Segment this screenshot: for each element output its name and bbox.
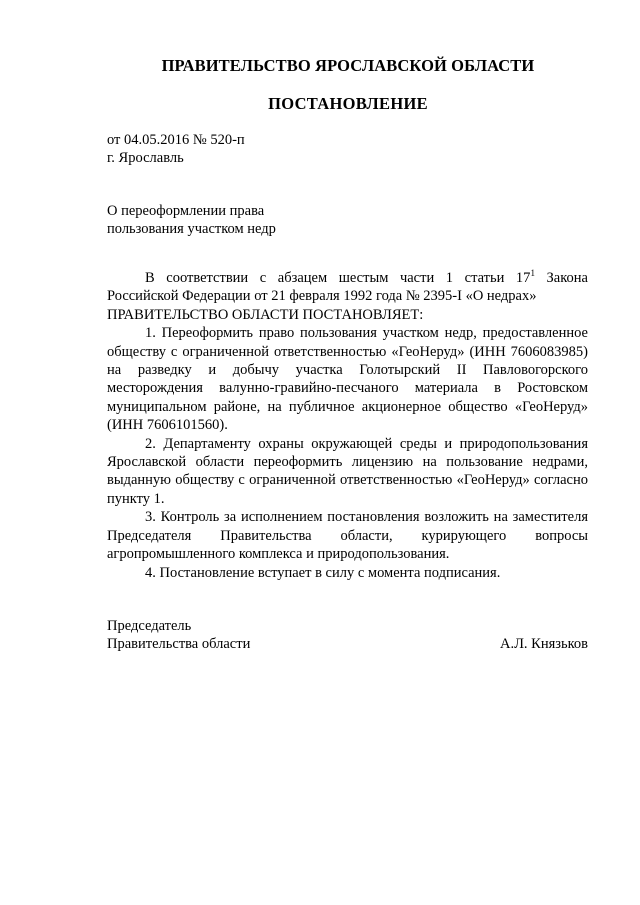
signature-row <box>107 635 588 653</box>
intro-text-continued: Закона Российской Федерации от 21 февраля 1992 года № 2395-I «О недрах» <box>107 270 588 305</box>
subject-line-2: пользования участком недр <box>107 221 276 237</box>
article-superscript: 1 <box>530 268 535 278</box>
item-3: 3. Контроль за исполнением постановления возложить на заместителя Председателя Правительства области, курирующего вопросы агропромышленного комплекса и природопользования. <box>107 509 588 563</box>
item-1: 1. Переоформить право пользования участком недр, предоставленное обществу с ограниченной ответственностью «ГеоНеруд» (ИНН 7606083985) на разведку и добычу участка Голотырский II Павловогорского месторождения валунно-гравийно-песчаного материала в Ростовском муниципальном районе, на публичное акционерное общество «ГеоНеруд» (ИНН 7606101560). <box>107 325 588 434</box>
signer-title-line-1: Председатель <box>107 618 192 634</box>
organization-title: ПРАВИТЕЛЬСТВО ЯРОСЛАВСКОЙ ОБЛАСТИ <box>161 56 535 75</box>
item-2: 2. Департаменту охраны окружающей среды и природопользования Ярославской области переоформить лицензию на пользование недрами, выданную обществу с ограниченной ответственностью «ГеоНеруд» согласно пункту 1. <box>107 435 588 507</box>
resolves-line: ПРАВИТЕЛЬСТВО ОБЛАСТИ ПОСТАНОВЛЯЕТ: <box>107 306 424 323</box>
subject-line-1: О переоформлении права <box>107 203 265 219</box>
document-type-title: ПОСТАНОВЛЕНИЕ <box>268 94 428 113</box>
signature-block <box>107 617 588 653</box>
date-number: от 04.05.2016 № 520-п <box>107 132 245 148</box>
city: г. Ярославль <box>107 150 184 166</box>
intro-paragraph <box>107 269 588 306</box>
document-body <box>107 269 588 582</box>
signer-title-line-2: Правительства области <box>107 636 251 652</box>
intro-text: В соответствии с абзацем шестым части 1 статьи 17 <box>145 270 531 286</box>
item-4: 4. Постановление вступает в силу с момента подписания. <box>145 564 501 581</box>
signer-name: А.Л. Князьков <box>499 636 588 652</box>
subject-block <box>107 202 367 238</box>
